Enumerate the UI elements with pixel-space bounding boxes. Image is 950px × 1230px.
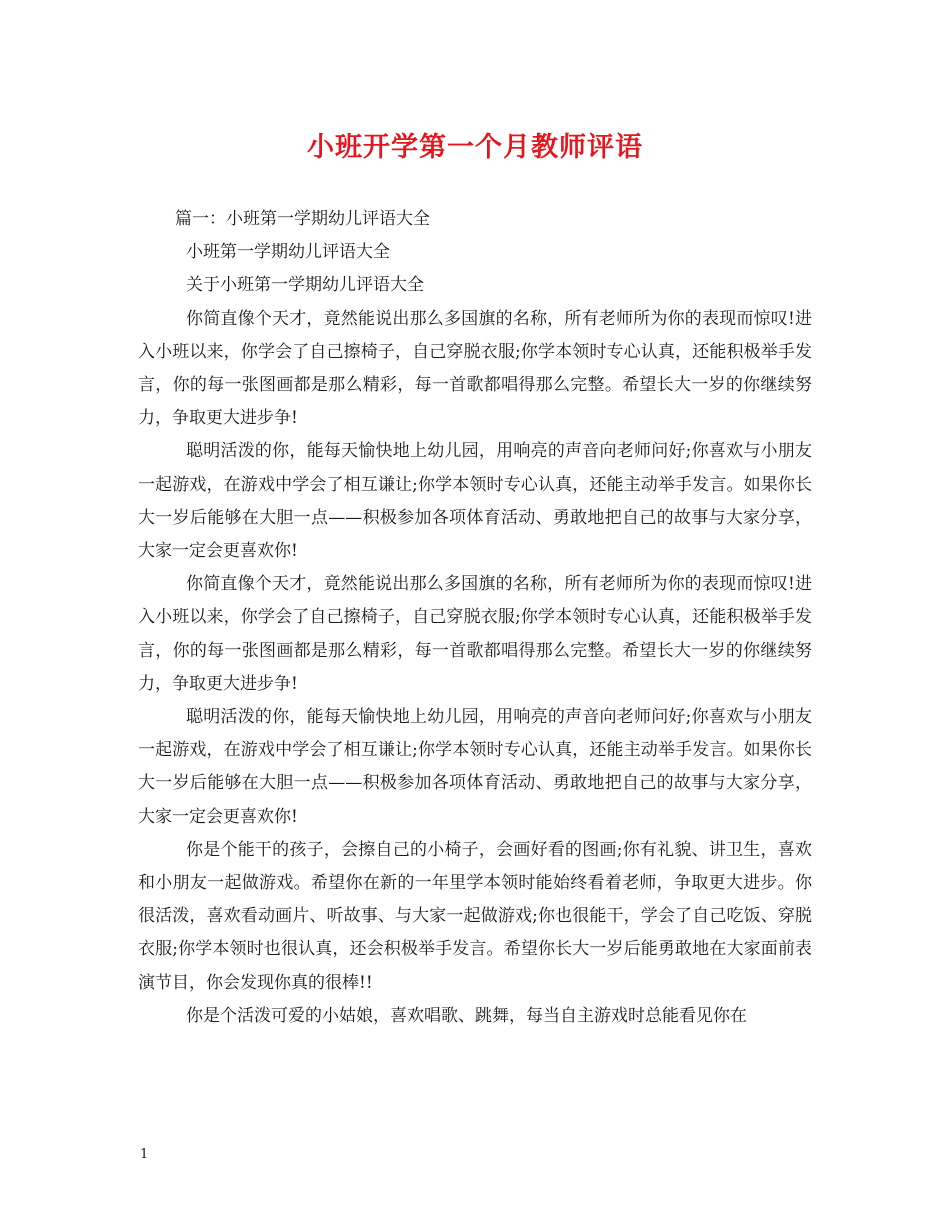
paragraph: 你简直像个天才，竟然能说出那么多国旗的名称，所有老师所为你的表现而惊叹!进入小班以来，你学会了自己擦椅子，自己穿脱衣服;你学本领时专心认真，还能积极举手发言，你的每一张图画都是那么精彩，每一首歌都唱得那么完整。希望长大一岁的你继续努力，争取更大进步争! <box>138 574 812 694</box>
paragraph: 你是个活泼可爱的小姑娘，喜欢唱歌、跳舞，每当自主游戏时总能看见你在 <box>186 1005 747 1026</box>
paragraph: 聪明活泼的你，能每天愉快地上幼儿园，用响亮的声音向老师问好;你喜欢与小朋友一起游戏，在游戏中学会了相互谦让;你学本领时专心认真，还能主动举手发言。如果你长大一岁后能够在大胆一点——积极参加各项体育活动、勇敢地把自己的故事与大家分享，大家一定会更喜欢你! <box>138 707 812 827</box>
paragraph: 你是个能干的孩子，会擦自己的小椅子，会画好看的图画;你有礼貌、讲卫生，喜欢和小朋友一起做游戏。希望你在新的一年里学本领时能始终看着老师，争取更大进步。你很活泼，喜欢看动画片、听故事、与大家一起做游戏;你也很能干，学会了自己吃饭、穿脱衣服;你学本领时也很认真，还会积极举手发言。希望你长大一岁后能勇敢地在大家面前表演节目，你会发现你真的很棒!! <box>138 839 812 993</box>
paragraph: 你简直像个天才，竟然能说出那么多国旗的名称，所有老师所为你的表现而惊叹!进入小班以来，你学会了自己擦椅子，自己穿脱衣服;你学本领时专心认真，还能积极举手发言，你的每一张图画都是那么精彩，每一首歌都唱得那么完整。希望长大一岁的你继续努力，争取更大进步争! <box>138 308 812 429</box>
section-heading: 篇一：小班第一学期幼儿评语大全 <box>175 209 430 229</box>
paragraph: 聪明活泼的你，能每天愉快地上幼儿园，用响亮的声音向老师问好;你喜欢与小朋友一起游戏，在游戏中学会了相互谦让;你学本领时专心认真，还能主动举手发言。如果你长大一岁后能够在大胆一点——积极参加各项体育活动、勇敢地把自己的故事与大家分享，大家一定会更喜欢你! <box>138 441 812 562</box>
page-number: 1 <box>140 1147 149 1162</box>
document-title: 小班开学第一个月教师评语 <box>307 132 643 163</box>
document-body <box>138 203 812 1033</box>
subheading: 关于小班第一学期幼儿评语大全 <box>186 275 424 296</box>
subheading: 小班第一学期幼儿评语大全 <box>186 242 390 263</box>
